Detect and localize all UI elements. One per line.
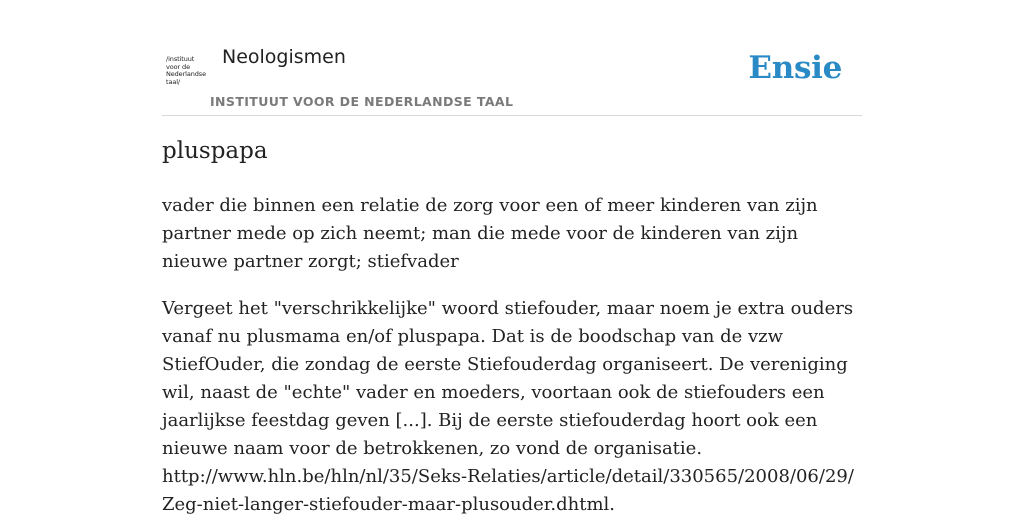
lemma-title: pluspapa	[162, 138, 268, 164]
logo-line: taal/	[166, 77, 181, 86]
ensie-logo[interactable]: Ensie	[748, 50, 842, 86]
institute-logo[interactable]	[166, 56, 208, 86]
logo-line: voor de	[166, 62, 190, 71]
site-subtitle: INSTITUUT VOOR DE NEDERLANDSE TAAL	[210, 94, 514, 109]
source-link[interactable]: http://www.hln.be/hln/nl/35/Seks-Relaties/article/detail/330565/2008/06/29/Zeg-niet-langer-stiefouder-maar-plusouder.dhtml.	[162, 466, 854, 515]
citation-block	[162, 295, 862, 519]
site-title[interactable]: Neologismen	[222, 46, 346, 68]
definition-text: vader die binnen een relatie de zorg voor een of meer kinderen van zijn partner mede op zich neemt; man die mede voor de kinderen van zijn nieuwe partner zorgt; stiefvader	[162, 195, 818, 272]
citation-text: Vergeet het "verschrikkelijke" woord stiefouder, maar noem je extra ouders vanaf nu plusmama en/of pluspapa. Dat is de boodschap van de vzw StiefOuder, die zondag de eerste Stiefouderdag organiseert. De vereniging wil, naast de "echte" vader en moeders, voortaan ook de stiefouders een jaarlijkse feestdag geven [...]. Bij de eerste stiefouderdag hoort ook een nieuwe naam voor de betrokkenen, zo vond de organisatie.	[162, 298, 854, 459]
logo-line: Nederlandse	[166, 70, 206, 78]
entry-page	[162, 0, 862, 515]
header	[162, 0, 862, 116]
logo-line: /instituut	[166, 55, 195, 63]
